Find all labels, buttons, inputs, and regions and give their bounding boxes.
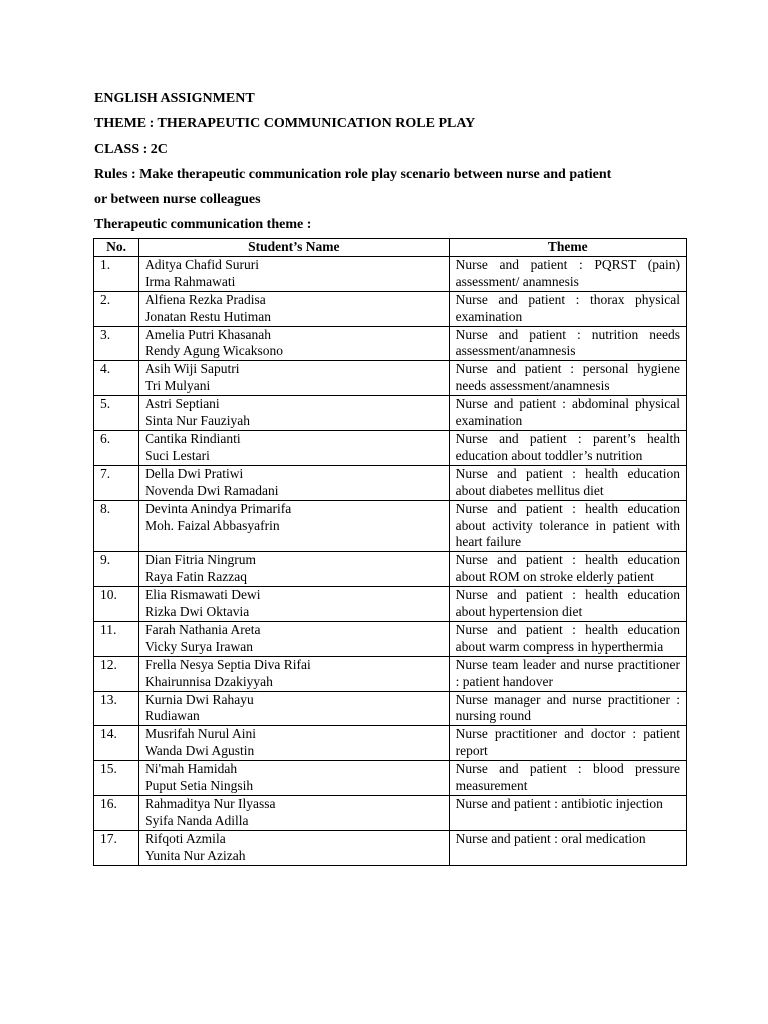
table-row <box>94 656 687 691</box>
student-name: Alfiena Rezka Pradisa <box>145 291 266 307</box>
assignment-table <box>93 238 687 866</box>
theme-cell: Nurse and patient : nutrition needs assessment/anamnesis <box>449 326 686 361</box>
theme-cell: Nurse and patient : oral medication <box>449 830 686 865</box>
row-number: 3. <box>94 326 139 361</box>
student-name: Devinta Anindya Primarifa <box>145 500 292 516</box>
row-number: 1. <box>94 256 139 291</box>
table-row <box>94 430 687 465</box>
student-name: Frella Nesya Septia Diva Rifai <box>145 656 311 672</box>
student-name: Khairunnisa Dzakiyyah <box>145 673 273 689</box>
student-names-cell <box>139 430 450 465</box>
table-row <box>94 465 687 500</box>
student-name: Kurnia Dwi Rahayu <box>145 691 254 707</box>
theme-intro: Therapeutic communication theme : <box>94 217 312 233</box>
student-name: Elia Rismawati Dewi <box>145 587 261 603</box>
row-number: 2. <box>94 291 139 326</box>
table-row <box>94 256 687 291</box>
student-name: Raya Fatin Razzaq <box>145 569 248 585</box>
student-name: Yunita Nur Azizah <box>145 847 246 863</box>
theme-cell: Nurse and patient : PQRST (pain) assessment/ anamnesis <box>449 256 686 291</box>
student-name: Rudiawan <box>145 708 200 724</box>
student-names-cell <box>139 761 450 796</box>
row-number: 4. <box>94 361 139 396</box>
theme-cell: Nurse and patient : health education about hypertension diet <box>449 587 686 622</box>
student-name: Rifqoti Azmila <box>145 830 226 846</box>
row-number: 14. <box>94 726 139 761</box>
student-names-cell <box>139 465 450 500</box>
student-name: Puput Setia Ningsih <box>145 778 254 794</box>
student-name: Farah Nathania Areta <box>145 621 261 637</box>
row-number: 10. <box>94 587 139 622</box>
student-names-cell <box>139 796 450 831</box>
student-name: Aditya Chafid Sururi <box>145 256 260 272</box>
theme-cell: Nurse manager and nurse practitioner : nursing round <box>449 691 686 726</box>
student-name: Vicky Surya Irawan <box>145 638 253 654</box>
row-number: 12. <box>94 656 139 691</box>
row-number: 8. <box>94 500 139 552</box>
row-number: 9. <box>94 552 139 587</box>
student-name: Rizka Dwi Oktavia <box>145 604 250 620</box>
row-number: 17. <box>94 830 139 865</box>
assignment-header <box>94 86 694 238</box>
theme-cell: Nurse and patient : personal hygiene needs assessment/anamnesis <box>449 361 686 396</box>
theme-cell: Nurse and patient : health education about diabetes mellitus diet <box>449 465 686 500</box>
theme-cell: Nurse and patient : abdominal physical examination <box>449 396 686 431</box>
student-name: Novenda Dwi Ramadani <box>145 482 279 498</box>
student-name: Cantika Rindianti <box>145 430 241 446</box>
student-name: Amelia Putri Khasanah <box>145 326 272 342</box>
theme-cell: Nurse and patient : antibiotic injection <box>449 796 686 831</box>
theme-cell: Nurse practitioner and doctor : patient report <box>449 726 686 761</box>
assignment-title: ENGLISH ASSIGNMENT <box>94 91 255 106</box>
row-number: 11. <box>94 621 139 656</box>
table-row <box>94 500 687 552</box>
row-number: 7. <box>94 465 139 500</box>
student-names-cell <box>139 361 450 396</box>
theme-cell: Nurse and patient : thorax physical examination <box>449 291 686 326</box>
student-name: Moh. Faizal Abbasyafrin <box>145 517 280 533</box>
theme-line: THEME : THERAPEUTIC COMMUNICATION ROLE PLAY <box>94 116 476 132</box>
student-names-cell <box>139 256 450 291</box>
student-name: Della Dwi Pratiwi <box>145 465 244 481</box>
table-row <box>94 726 687 761</box>
column-header-theme: Theme <box>449 239 686 257</box>
student-names-cell <box>139 396 450 431</box>
student-name: Rendy Agung Wicaksono <box>145 343 284 359</box>
student-name: Syifa Nanda Adilla <box>145 812 249 828</box>
table-body <box>94 256 687 865</box>
student-names-cell <box>139 691 450 726</box>
table-header-row <box>94 239 687 257</box>
theme-cell: Nurse and patient : blood pressure measurement <box>449 761 686 796</box>
table-row <box>94 587 687 622</box>
row-number: 5. <box>94 396 139 431</box>
table-row <box>94 691 687 726</box>
theme-cell: Nurse and patient : health education about warm compress in hyperthermia <box>449 621 686 656</box>
column-header-name: Student’s Name <box>139 239 450 257</box>
student-name: Jonatan Restu Hutiman <box>145 308 272 324</box>
row-number: 6. <box>94 430 139 465</box>
column-header-no: No. <box>94 239 139 257</box>
table-row <box>94 621 687 656</box>
student-name: Tri Mulyani <box>145 378 211 394</box>
table-row <box>94 396 687 431</box>
rules-line-continued: or between nurse colleagues <box>94 192 261 208</box>
student-name: Suci Lestari <box>145 447 210 463</box>
theme-cell: Nurse team leader and nurse practitioner : patient handover <box>449 656 686 691</box>
table-row <box>94 291 687 326</box>
rules-line: Rules : Make therapeutic communication role play scenario between nurse and patient <box>94 166 612 182</box>
student-names-cell <box>139 656 450 691</box>
student-name: Astri Septiani <box>145 396 220 412</box>
student-names-cell <box>139 587 450 622</box>
student-names-cell <box>139 500 450 552</box>
row-number: 16. <box>94 796 139 831</box>
student-name: Irma Rahmawati <box>145 273 236 289</box>
row-number: 13. <box>94 691 139 726</box>
table-row <box>94 761 687 796</box>
student-names-cell <box>139 621 450 656</box>
student-name: Asih Wiji Saputri <box>145 361 240 377</box>
table-row <box>94 552 687 587</box>
table-row <box>94 830 687 865</box>
student-name: Musrifah Nurul Aini <box>145 726 257 742</box>
theme-cell: Nurse and patient : parent’s health education about toddler’s nutrition <box>449 430 686 465</box>
theme-cell: Nurse and patient : health education about ROM on stroke elderly patient <box>449 552 686 587</box>
student-names-cell <box>139 326 450 361</box>
table-row <box>94 361 687 396</box>
student-name: Ni'mah Hamidah <box>145 761 238 777</box>
theme-cell: Nurse and patient : health education about activity tolerance in patient with heart failure <box>449 500 686 552</box>
student-names-cell <box>139 291 450 326</box>
student-name: Rahmaditya Nur Ilyassa <box>145 796 276 811</box>
student-names-cell <box>139 830 450 865</box>
table-row <box>94 326 687 361</box>
student-name: Dian Fitria Ningrum <box>145 552 257 568</box>
student-name: Wanda Dwi Agustin <box>145 743 255 759</box>
table-row <box>94 796 687 831</box>
class-line: CLASS : 2C <box>94 141 168 157</box>
student-name: Sinta Nur Fauziyah <box>145 413 251 429</box>
student-names-cell <box>139 726 450 761</box>
row-number: 15. <box>94 761 139 796</box>
student-names-cell <box>139 552 450 587</box>
